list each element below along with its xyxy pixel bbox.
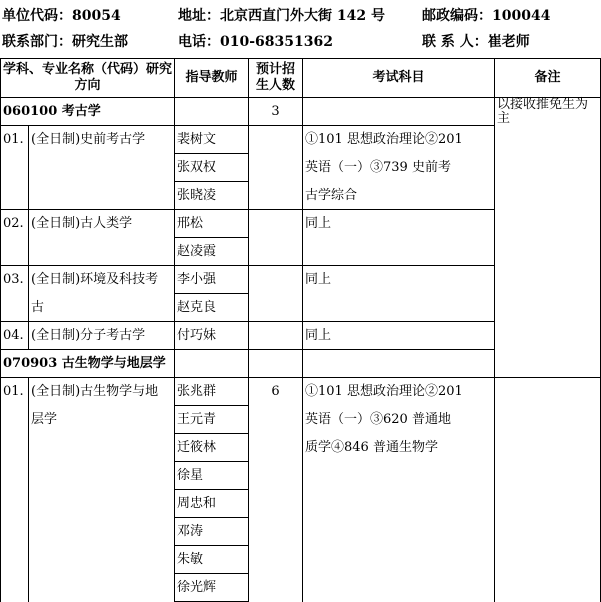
col-subject: 学科、专业名称（代码）研究方向 <box>1 59 175 98</box>
advisor-cell: 邢松 <box>175 210 249 238</box>
empty-cell <box>29 546 175 574</box>
empty-cell <box>1 490 29 518</box>
empty-cell <box>1 574 29 602</box>
contact-dept: 联系部门：研究生部 <box>2 34 128 50</box>
advisor-cell: 裴树文 <box>175 126 249 154</box>
empty-cell <box>303 518 495 546</box>
table-row <box>1 490 601 518</box>
empty-cell <box>249 322 303 350</box>
direction-no: 02. <box>1 210 29 238</box>
empty-cell <box>303 462 495 490</box>
table-row <box>1 434 601 462</box>
quota-cell: 6 <box>249 378 303 406</box>
advisor-cell: 王元青 <box>175 406 249 434</box>
empty-cell <box>495 490 601 518</box>
empty-cell <box>495 378 601 406</box>
empty-cell <box>1 434 29 462</box>
table-row <box>1 518 601 546</box>
note-cell <box>495 98 601 378</box>
quota-cell: 3 <box>249 98 303 126</box>
empty-cell <box>495 462 601 490</box>
empty-cell <box>1 154 29 182</box>
direction-name: (全日制)古人类学 <box>29 210 175 238</box>
subject-cell: 070903 古生物学与地层学 <box>1 350 175 378</box>
direction-no: 01. <box>1 378 29 406</box>
exam-cell: 英语（一）③620 普通地 <box>303 406 495 434</box>
empty-cell <box>249 182 303 210</box>
empty-cell <box>249 294 303 322</box>
empty-cell <box>495 434 601 462</box>
exam-cell: 古学综合 <box>303 182 495 210</box>
empty-cell <box>249 490 303 518</box>
empty-cell <box>249 406 303 434</box>
empty-cell <box>1 238 29 266</box>
table-row <box>1 98 601 126</box>
direction-name: (全日制)史前考古学 <box>29 126 175 154</box>
empty-cell <box>303 238 495 266</box>
empty-cell <box>1 518 29 546</box>
exam-cell: 同上 <box>303 322 495 350</box>
col-exam: 考试科目 <box>303 59 495 98</box>
direction-name-cont: 古 <box>29 294 175 322</box>
advisor-cell: 李小强 <box>175 266 249 294</box>
direction-name: (全日制)分子考古学 <box>29 322 175 350</box>
exam-cell: ①101 思想政治理论②201 <box>303 378 495 406</box>
note-text: 以接收推免生为主 <box>497 97 589 126</box>
advisor-cell: 赵克良 <box>175 294 249 322</box>
admissions-table <box>0 58 601 602</box>
address: 地址：北京西直门外大街 142 号 <box>178 8 385 24</box>
empty-cell <box>175 350 249 378</box>
subject-cell: 060100 考古学 <box>1 98 175 126</box>
empty-cell <box>495 518 601 546</box>
empty-cell <box>1 294 29 322</box>
empty-cell <box>29 518 175 546</box>
empty-cell <box>303 350 495 378</box>
empty-cell <box>1 546 29 574</box>
table-header-row <box>1 59 601 98</box>
table-row <box>1 546 601 574</box>
table-row <box>1 378 601 406</box>
empty-cell <box>495 574 601 602</box>
phone: 电话：010-68351362 <box>178 34 333 50</box>
empty-cell <box>303 574 495 602</box>
direction-name: (全日制)环境及科技考 <box>29 266 175 294</box>
advisor-cell: 付巧妹 <box>175 322 249 350</box>
direction-name-cont: 层学 <box>29 406 175 434</box>
empty-cell <box>249 574 303 602</box>
empty-cell <box>29 238 175 266</box>
empty-cell <box>249 350 303 378</box>
empty-cell <box>249 518 303 546</box>
contact-person: 联 系 人：崔老师 <box>422 34 530 50</box>
empty-cell <box>29 574 175 602</box>
empty-cell <box>29 434 175 462</box>
empty-cell <box>303 294 495 322</box>
col-note: 备注 <box>495 59 601 98</box>
advisor-cell: 赵凌霞 <box>175 238 249 266</box>
empty-cell <box>303 546 495 574</box>
advisor-cell: 迁筱林 <box>175 434 249 462</box>
advisor-cell: 朱敏 <box>175 546 249 574</box>
empty-cell <box>1 462 29 490</box>
col-advisor: 指导教师 <box>175 59 249 98</box>
exam-cell: 质学④846 普通生物学 <box>303 434 495 462</box>
empty-cell <box>303 490 495 518</box>
direction-name: (全日制)古生物学与地 <box>29 378 175 406</box>
exam-cell: 同上 <box>303 266 495 294</box>
advisor-cell: 张双权 <box>175 154 249 182</box>
col-quota: 预计招生人数 <box>249 59 303 98</box>
table-row <box>1 574 601 602</box>
advisor-cell: 张晓凌 <box>175 182 249 210</box>
empty-cell <box>249 266 303 294</box>
table-row <box>1 406 601 434</box>
advisor-cell: 张兆群 <box>175 378 249 406</box>
table-row <box>1 462 601 490</box>
postcode: 邮政编码：100044 <box>422 8 551 24</box>
empty-cell <box>29 154 175 182</box>
advisor-cell: 周忠和 <box>175 490 249 518</box>
empty-cell <box>249 462 303 490</box>
empty-cell <box>29 182 175 210</box>
empty-cell <box>1 406 29 434</box>
empty-cell <box>249 546 303 574</box>
quota-cell <box>249 126 303 154</box>
empty-cell <box>495 406 601 434</box>
advisor-cell: 徐光辉 <box>175 574 249 602</box>
exam-cell: 英语（一）③739 史前考 <box>303 154 495 182</box>
empty-cell <box>1 182 29 210</box>
exam-cell: ①101 思想政治理论②201 <box>303 126 495 154</box>
empty-cell <box>29 490 175 518</box>
empty-cell <box>249 154 303 182</box>
empty-cell <box>249 238 303 266</box>
direction-no: 01. <box>1 126 29 154</box>
direction-no: 04. <box>1 322 29 350</box>
direction-no: 03. <box>1 266 29 294</box>
advisor-cell: 邓涛 <box>175 518 249 546</box>
exam-cell: 同上 <box>303 210 495 238</box>
empty-cell <box>249 434 303 462</box>
empty-cell <box>495 546 601 574</box>
unit-code: 单位代码：80054 <box>2 8 121 24</box>
empty-cell <box>249 210 303 238</box>
empty-cell <box>29 462 175 490</box>
advisor-cell <box>175 98 249 126</box>
exam-cell <box>303 98 495 126</box>
advisor-cell: 徐星 <box>175 462 249 490</box>
